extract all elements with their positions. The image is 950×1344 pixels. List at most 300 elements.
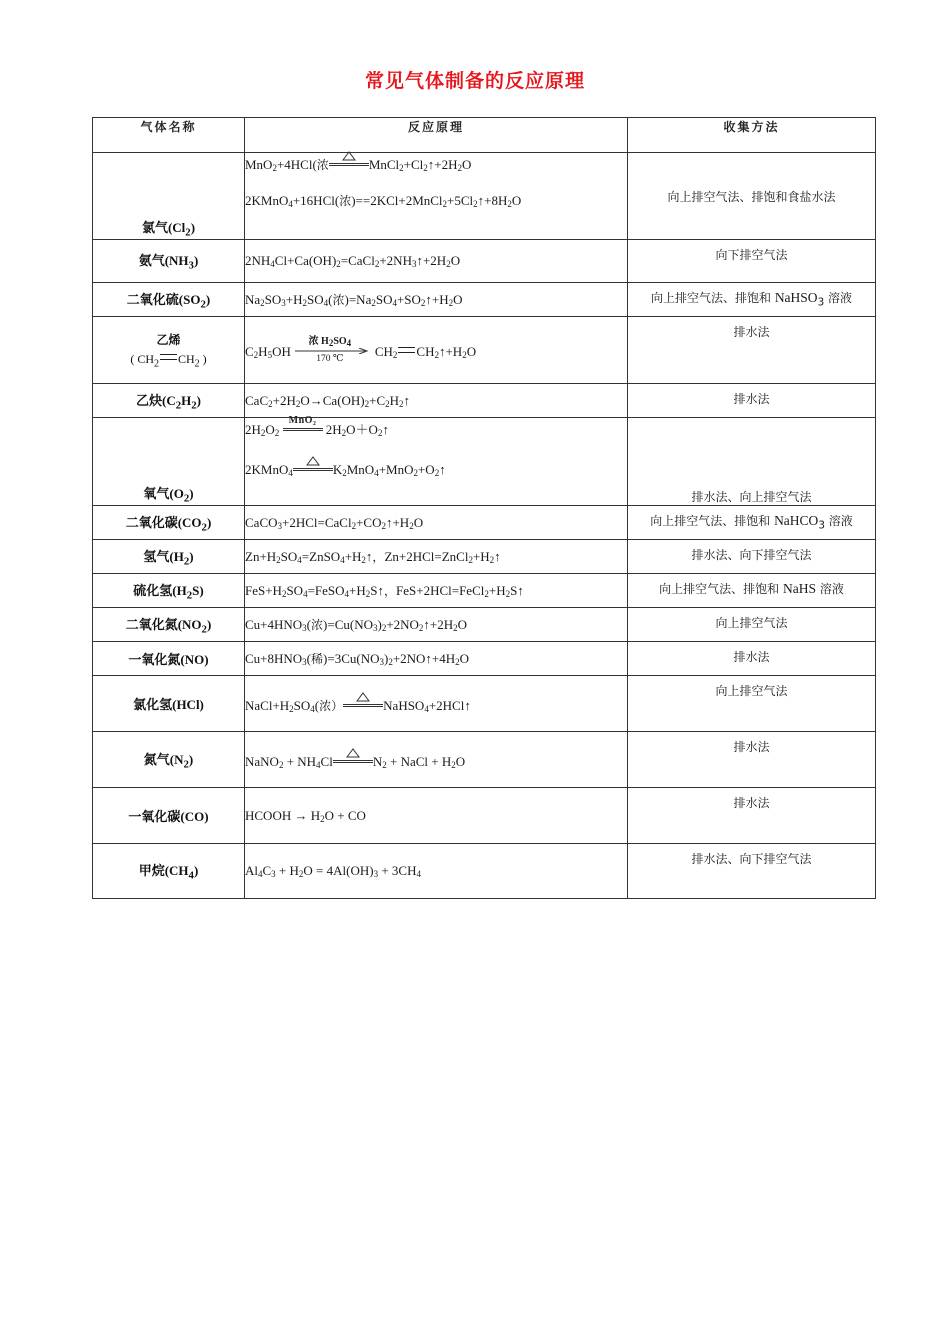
subscript: 2	[446, 259, 451, 269]
formula-text: S↑	[510, 582, 524, 598]
cjk-text: 溶液	[824, 291, 853, 305]
cjk-text: 排水法、向下排空气法	[691, 852, 812, 866]
formula-text: CH	[416, 344, 435, 359]
subscript: 3	[188, 259, 194, 272]
formula-text: SO	[264, 291, 282, 307]
reaction-equation	[245, 750, 627, 770]
formula-text: O	[511, 193, 522, 208]
formula-text: MnO	[245, 157, 273, 172]
formula-text: +O	[417, 462, 435, 477]
gas-name	[128, 810, 208, 825]
cjk-text: ，	[372, 549, 385, 564]
formula-text: Cl	[320, 753, 333, 769]
subscript: 3	[818, 519, 825, 532]
formula-text: ↑	[494, 548, 501, 564]
cjk-text: 向下排空气法	[715, 248, 788, 262]
cjk-text: 向上排空气法、排饱和	[650, 291, 775, 305]
formula-text: +Cl	[403, 157, 424, 172]
cjk-text: 溶液	[824, 514, 853, 528]
subscript: 2	[453, 622, 458, 633]
subscript: 2	[200, 298, 206, 311]
subscript: 4	[288, 199, 293, 209]
formula-text: 一氧化碳	[128, 810, 181, 825]
formula-text: +2NH	[379, 253, 412, 268]
gas-name	[126, 291, 211, 311]
formula-text: ↑+2H	[416, 253, 447, 268]
gas-name-cell	[93, 283, 245, 317]
subscript: 2	[268, 398, 273, 409]
header-reaction: 反应原理	[245, 118, 628, 153]
formula-text: O	[455, 753, 466, 769]
formula-text: Cu+4HNO	[245, 616, 303, 632]
gas-name	[143, 751, 194, 771]
formula-text: (CH	[164, 863, 189, 879]
formula-text: CH	[178, 351, 195, 366]
table-row	[93, 418, 876, 506]
subscript: 2	[420, 297, 426, 308]
subscript: 3	[302, 622, 307, 633]
table-row	[93, 676, 876, 732]
collection-method	[650, 290, 853, 309]
gas-name	[138, 253, 199, 272]
cjk-text: 浓）	[319, 698, 344, 713]
formula-text: O	[457, 616, 468, 632]
formula-text: 氮气	[143, 752, 170, 768]
gas-name-cell	[93, 153, 245, 240]
formula-text: )	[383, 650, 389, 666]
formula-text: )=Cu(NO	[323, 616, 373, 632]
formula-text: 氯化氢	[133, 698, 173, 713]
subscript: 2	[336, 259, 341, 269]
subscript: 2	[276, 554, 281, 565]
reaction-equation	[245, 458, 627, 478]
collection-method	[715, 247, 787, 262]
cjk-text: 向上排空气法、排饱和	[650, 514, 775, 528]
reaction-cell	[245, 317, 628, 384]
formula-text: NaNO	[245, 753, 279, 769]
subscript: 2	[484, 588, 489, 599]
collection-method-cell	[628, 153, 876, 240]
subscript: 2	[381, 622, 387, 633]
formula-text: 二氧化硫	[126, 292, 179, 308]
formula-text: )=3Cu(NO	[323, 650, 380, 666]
collection-method	[715, 615, 787, 630]
heating-condition-sign	[343, 694, 383, 707]
subscript: 2	[272, 163, 277, 173]
collection-method	[733, 324, 769, 339]
subscript: 2	[448, 297, 454, 308]
table-row	[93, 788, 876, 844]
formula-text: S)	[192, 582, 204, 598]
subscript: 2	[399, 163, 404, 173]
formula-text: O	[462, 157, 472, 172]
cjk-text: 排水法	[733, 392, 770, 406]
formula-text: )	[206, 616, 212, 632]
subscript: 2	[191, 399, 197, 412]
formula-text: )	[196, 392, 202, 408]
gas-reaction-table	[92, 117, 876, 899]
reaction-cell	[245, 844, 628, 899]
subscript: 2	[381, 520, 386, 531]
collection-method-cell	[628, 384, 876, 418]
formula-text: Al	[245, 863, 258, 878]
formula-text: S↑	[370, 582, 384, 598]
table-row	[93, 317, 876, 384]
collection-method-cell	[628, 732, 876, 788]
formula-text: SO	[280, 548, 298, 564]
heat-triangle-icon	[346, 748, 360, 758]
page-title: 常见气体制备的反应原理	[364, 70, 585, 92]
formula-text: 氢气	[143, 549, 170, 565]
subscript: 3	[817, 296, 825, 309]
subscript: 2	[295, 398, 301, 409]
subscript: 2	[409, 520, 414, 531]
reaction-equation	[245, 515, 627, 531]
gas-name-cell	[93, 732, 245, 788]
gas-name	[143, 486, 194, 505]
collection-method-cell	[628, 283, 876, 317]
gas-name-cell	[93, 788, 245, 844]
heating-condition-sign	[333, 750, 373, 763]
reaction-cell	[245, 642, 628, 676]
formula-text: Cl+Ca(OH)	[274, 253, 337, 268]
formula-text: (SO	[178, 291, 201, 307]
reaction-equation	[245, 549, 627, 565]
formula-text: 氧气	[143, 487, 170, 503]
cjk-text: 排水法、向上排空气法	[691, 490, 812, 504]
formula-text: (Cl	[167, 220, 186, 236]
cjk-text: 稀	[311, 651, 324, 666]
subscript: 2	[289, 703, 294, 714]
collection-method	[733, 739, 769, 754]
formula-text: +5Cl	[447, 193, 474, 208]
formula-text: (N	[169, 751, 184, 767]
formula-text: 乙炔	[135, 393, 162, 409]
table-row	[93, 506, 876, 540]
table-row	[93, 574, 876, 608]
formula-text: (NO)	[180, 652, 209, 667]
cjk-text: 排水法、向下排空气法	[691, 548, 812, 562]
formula-text: CH	[137, 351, 154, 366]
formula-text: 二氧化碳	[125, 515, 178, 531]
formula-text: (	[314, 697, 320, 713]
formula-text: )	[189, 548, 194, 564]
cjk-text: 排水法	[733, 740, 770, 754]
formula-text: ↑+2H	[427, 157, 458, 172]
gas-name	[133, 582, 204, 602]
subscript: 2	[434, 468, 440, 478]
heat-triangle-icon	[356, 692, 370, 702]
gas-name	[133, 698, 204, 713]
formula-text: O＋O	[346, 422, 378, 437]
formula-text: ↑	[365, 548, 373, 564]
cjk-text: ，	[384, 583, 397, 598]
subscript: 4	[288, 468, 293, 478]
formula-text: SO	[375, 291, 393, 307]
catalyst-label: MnO₂	[288, 415, 317, 426]
subscript: 4	[258, 869, 263, 879]
collection-method-cell	[628, 642, 876, 676]
cjk-text: 浓	[339, 194, 352, 208]
subscript: 2	[274, 428, 280, 438]
heat-triangle-icon	[342, 151, 356, 161]
formula-text: C	[262, 863, 272, 878]
collection-method	[733, 795, 769, 810]
subscript: 2	[392, 350, 398, 360]
formula-text: O = 4Al(OH)	[303, 863, 374, 878]
subscript: 4	[344, 588, 350, 599]
gas-name	[141, 220, 196, 239]
formula-text: 2H	[245, 422, 261, 437]
formula-text: +2H	[272, 392, 296, 408]
heating-condition-sign	[293, 458, 333, 471]
gas-name	[138, 863, 199, 882]
formula-text: ↑	[439, 462, 446, 477]
double-bond-sign	[398, 347, 415, 353]
formula-text: OH	[272, 344, 291, 359]
formula-text: 二氧化氮	[125, 617, 178, 633]
formula-text: SO	[307, 291, 324, 307]
collection-method	[733, 649, 769, 664]
subscript: 2	[194, 358, 200, 370]
table-row	[93, 283, 876, 317]
reaction-cell	[245, 574, 628, 608]
formula-text: O	[413, 514, 424, 530]
formula-text: FeS+2HCl=FeCl	[396, 582, 485, 598]
subscript: 4	[323, 297, 329, 308]
formula-text: CH	[374, 344, 393, 359]
subscript: 2	[183, 493, 190, 505]
collection-method-cell	[628, 676, 876, 732]
subscript: 2	[374, 259, 380, 269]
formula-text: MnCl	[368, 157, 400, 172]
formula-text: H	[258, 344, 268, 359]
collection-method	[667, 189, 835, 204]
formula-text: O	[459, 650, 470, 666]
gas-name-cell	[93, 240, 245, 283]
formula-text: O + CO	[324, 807, 366, 823]
formula-text: C	[245, 344, 254, 359]
heating-condition-sign	[329, 153, 369, 166]
cjk-text: 向上排空气法	[715, 684, 788, 698]
reaction-cell	[245, 240, 628, 283]
reaction-cell	[245, 540, 628, 574]
reaction-equation	[245, 338, 627, 362]
formula-text: )	[193, 253, 199, 269]
collection-method	[691, 547, 811, 562]
subscript: 3	[302, 656, 307, 667]
subscript: 4	[270, 259, 275, 269]
subscript: 2	[451, 759, 456, 770]
subscript: 2	[183, 758, 189, 771]
collection-method-cell	[628, 317, 876, 384]
formula-text: N	[372, 753, 383, 769]
subscript: 2	[298, 869, 304, 879]
cjk-text: 排水法	[733, 325, 770, 339]
reaction-equation	[245, 863, 627, 879]
formula-text: 甲烷	[138, 864, 165, 880]
subscript: 2	[507, 199, 512, 209]
formula-text: + NH	[283, 753, 317, 769]
subscript: 4	[316, 759, 321, 770]
table-row	[93, 732, 876, 788]
formula-text: NaCl+H	[245, 697, 290, 713]
formula-text: =CaCl	[340, 253, 375, 268]
formula-text: SO	[333, 336, 347, 347]
collection-method-cell	[628, 240, 876, 283]
formula-text: +2NO	[386, 616, 419, 632]
subscript: 2	[364, 398, 370, 409]
cjk-text: 向上排空气法	[715, 616, 788, 630]
formula-text: (CO)	[180, 809, 209, 824]
formula-text: )	[188, 751, 194, 767]
gas-name-cell	[93, 574, 245, 608]
table-row	[93, 153, 876, 240]
subscript: 2	[365, 588, 371, 599]
formula-text: ↑+2H	[423, 616, 454, 632]
formula-text: +C	[369, 392, 386, 408]
reaction-cell	[245, 283, 628, 317]
formula-text: H	[318, 336, 329, 347]
reaction-condition-arrow	[295, 338, 371, 362]
formula-text: O	[466, 344, 477, 359]
collection-method-cell	[628, 540, 876, 574]
subscript: 2	[457, 163, 463, 173]
gas-name-cell	[93, 676, 245, 732]
subscript: 2	[505, 588, 511, 599]
formula-text: +2HCl↑	[428, 697, 471, 713]
formula-text: )	[190, 220, 196, 236]
subscript: 2	[186, 589, 193, 602]
formula-text: )=Na	[344, 291, 372, 307]
subscript: 2	[302, 297, 308, 308]
formula-text: =ZnSO	[301, 548, 341, 564]
formula-text: +MnO	[378, 462, 414, 477]
subscript: 4	[188, 869, 194, 882]
subscript: 2	[154, 358, 159, 370]
formula-text: Cu+8HNO	[245, 650, 303, 666]
formula-text: O	[450, 253, 461, 268]
formula-text: (CO	[177, 514, 202, 530]
subscript: 2	[341, 428, 347, 438]
collection-method-cell	[628, 506, 876, 540]
gas-formula	[93, 352, 244, 369]
formula-text: O→Ca(OH)	[300, 392, 365, 408]
formula-text: )	[205, 291, 211, 307]
formula-text: ↑+8H	[477, 193, 508, 208]
collection-method	[691, 489, 811, 504]
formula-text: + 3CH	[378, 863, 417, 878]
formula-text: )	[206, 514, 212, 530]
formula-text: 硫化氢	[133, 583, 173, 599]
subscript: 2	[385, 398, 390, 409]
formula-text: 氨气	[138, 254, 165, 270]
reaction-cell	[245, 608, 628, 642]
cjk-text: 排水法	[733, 650, 770, 664]
formula-text: FeS+H	[245, 582, 282, 598]
formula-text: ↑+H	[385, 514, 410, 530]
formula-text: +2HCl=CaCl	[282, 514, 352, 530]
table-row	[93, 384, 876, 418]
reaction-cell	[245, 153, 628, 240]
reaction-equation	[245, 193, 627, 209]
reaction-equation	[245, 253, 627, 269]
gas-name	[128, 653, 208, 668]
formula-text: 2H	[322, 422, 342, 437]
subscript: 2	[328, 338, 334, 348]
subscript: 2	[175, 399, 182, 412]
reaction-cell	[245, 788, 628, 844]
subscript: 4	[392, 297, 397, 308]
subscript: 2	[342, 468, 347, 478]
subscript: 2	[201, 521, 207, 534]
formula-text: +H	[344, 548, 362, 564]
condition-temperature: 170 ℃	[316, 354, 344, 364]
subscript: 2	[185, 227, 191, 239]
reaction-equation	[245, 617, 627, 633]
subscript: 3	[277, 520, 282, 531]
table-header-row	[93, 118, 876, 153]
subscript: 3	[271, 869, 276, 879]
gas-name-cell	[93, 608, 245, 642]
cjk-text: 浓	[332, 292, 345, 307]
formula-text: +CO	[356, 514, 382, 530]
subscript: 3	[373, 869, 379, 879]
gas-name-cell	[93, 317, 245, 384]
collection-method	[659, 581, 844, 596]
formula-text: (C	[161, 392, 176, 408]
gas-name: 乙烯	[156, 332, 181, 347]
subscript: 2	[201, 623, 207, 636]
formula-text: (NO	[177, 616, 202, 632]
subscript: 2	[423, 163, 428, 173]
formula-text: O	[265, 422, 275, 437]
reaction-equation	[245, 694, 627, 714]
subscript: 2	[377, 428, 383, 438]
formula-text: 2KMnO	[245, 462, 289, 477]
formula-text: ↑	[382, 422, 389, 437]
subscript: 2	[455, 656, 460, 667]
collection-method	[691, 851, 811, 866]
formula-text: +H	[472, 548, 490, 564]
collection-method	[715, 683, 787, 698]
reaction-equation	[245, 415, 627, 438]
formula-text: )	[193, 863, 199, 879]
formula-text: NaHCO	[774, 513, 819, 528]
formula-text: MnO	[346, 462, 375, 477]
subscript: 2	[260, 428, 266, 438]
subscript: 4	[310, 703, 315, 714]
subscript: 2	[388, 656, 393, 667]
subscript: 4	[303, 588, 308, 599]
cjk-text: 溶液	[816, 582, 844, 596]
subscript: 2	[442, 199, 448, 209]
gas-name	[143, 548, 194, 568]
formula-text: 2KMnO	[245, 193, 289, 208]
gas-name-cell	[93, 384, 245, 418]
cjk-text: 浓	[311, 617, 324, 632]
formula-text: +16HCl(	[292, 193, 340, 208]
cjk-text: 向上排空气法、排饱和食盐水法	[667, 189, 836, 204]
formula-text: NaHS	[783, 581, 816, 596]
formula-text: (HCl)	[172, 697, 204, 712]
collection-method	[650, 513, 853, 532]
subscript: 2	[361, 554, 366, 565]
formula-text: Zn+H	[245, 548, 277, 564]
gas-name-cell	[93, 642, 245, 676]
formula-text: SO	[286, 582, 304, 598]
cjk-text: 浓	[308, 336, 319, 347]
